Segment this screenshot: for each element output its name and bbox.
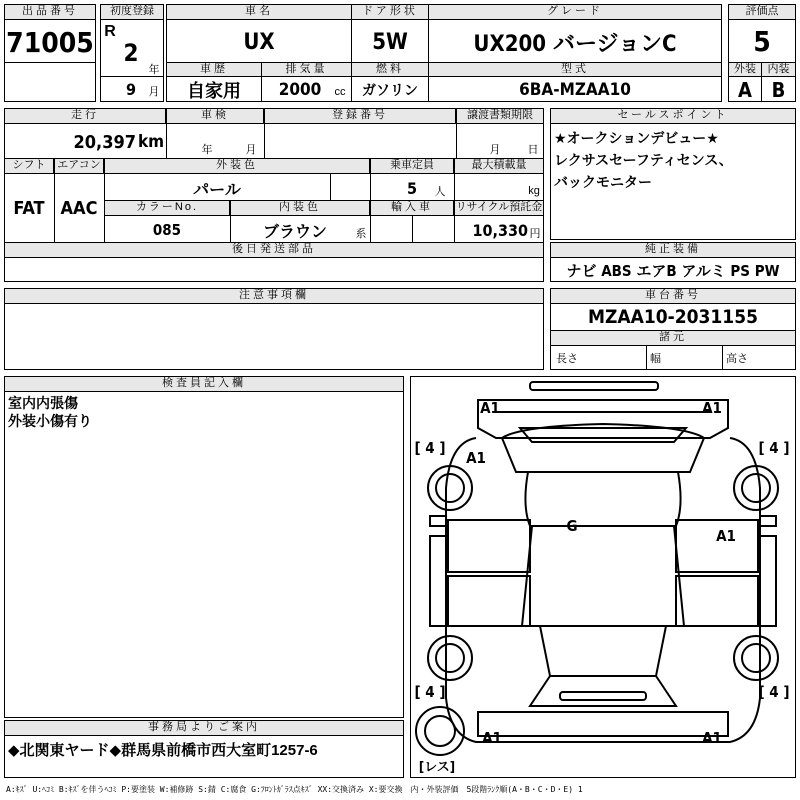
mileage-unit: km: [137, 132, 165, 152]
capacity-header: 乗車定員: [370, 158, 454, 174]
exterior-grade: A: [738, 78, 752, 102]
tire-front-left: [ 4 ]: [414, 439, 446, 457]
notes-header: 注意事項欄: [4, 288, 544, 304]
damage-mark-front-left: A1: [480, 399, 500, 417]
regno-header: 登録番号: [264, 108, 456, 124]
capacity: 5: [406, 178, 417, 198]
sales-line-3: バックモニター: [554, 174, 652, 190]
mileage-header: 走行: [4, 108, 166, 124]
length-label: 長さ: [556, 353, 578, 365]
shift-header: シフト: [4, 158, 54, 174]
capacity-unit: 人: [434, 186, 446, 198]
colorno: 085: [152, 221, 182, 239]
displacement: 2000: [278, 80, 322, 100]
sales-line-2: レクサスセーフティセンス、: [554, 152, 733, 168]
aircon: AAC: [60, 197, 98, 219]
damage-mark-right-door: A1: [716, 527, 736, 545]
tire-front-right: [ 4 ]: [758, 439, 790, 457]
car-name: UX: [243, 29, 275, 55]
sales-points-header: セールスポイント: [550, 108, 796, 124]
colorno-header: カラーNo.: [104, 200, 230, 216]
intcolor: ブラウン: [262, 221, 327, 241]
exterior-header: 外装: [728, 62, 762, 77]
damage-mark-rear-right: A1: [702, 729, 722, 747]
reg-year-unit: 年: [148, 64, 160, 76]
grade: UX200 バージョンC: [473, 31, 677, 57]
color: パール: [193, 179, 241, 199]
import-header: 輸入車: [370, 200, 454, 216]
height-label: 高さ: [726, 353, 748, 365]
recycle-fee: 10,330: [472, 220, 528, 240]
sales-line-1: ★オークションデビュー★: [554, 130, 719, 146]
door-header: ドア形状: [351, 4, 429, 20]
office-text: ◆北関東ヤード◆群馬県前橋市西大室町1257-6: [8, 741, 318, 759]
car-diagram: [410, 376, 796, 778]
reg-year: 2: [123, 39, 139, 67]
reg-month: 9: [125, 79, 136, 99]
grade-header: グレード: [428, 4, 722, 20]
fuel-header: 燃料: [351, 62, 429, 77]
era: R: [104, 23, 116, 40]
model: 6BA-MZAA10: [519, 80, 631, 100]
office-header: 事務局よりご案内: [4, 720, 404, 736]
equipment: ナビ ABS エアB アルミ PS PW: [566, 261, 780, 280]
transfer-header: 譲渡書類期限: [456, 108, 544, 124]
recycle-unit: 円: [529, 228, 541, 240]
car-name-header: 車名: [166, 4, 352, 20]
maxload-header: 最大積載量: [454, 158, 544, 174]
reg-month-unit: 月: [148, 86, 160, 98]
equipment-header: 純正装備: [550, 242, 796, 258]
transfer-month-unit: 月: [489, 144, 501, 156]
shift: FAT: [13, 197, 45, 219]
fuel: ガソリン: [362, 83, 418, 99]
history: 自家用: [187, 81, 241, 102]
intcolor-unit: 系: [355, 228, 367, 240]
inspection-header: 車検: [166, 108, 264, 124]
score: 5: [753, 24, 771, 58]
later-parts-header: 後日発送部品: [4, 242, 544, 258]
displacement-unit: cc: [334, 86, 346, 98]
lot-number: 71005: [6, 25, 94, 59]
color-header: 外装色: [104, 158, 370, 174]
displacement-header: 排気量: [261, 62, 352, 77]
score-header: 評価点: [728, 4, 796, 20]
legend: A:ｷｽﾞ U:ﾍｺﾐ B:ｷｽﾞを伴うﾍｺﾐ P:要塗装 W:補修跡 S:錆 C:腐食 G:ﾌﾛﾝﾄｶﾞﾗｽ点ｷｽﾞ XX:交換済み X:要交換 内・外装評価 5段階ﾗﾝｸ順(A・B・C・D・E) 1: [6, 784, 583, 794]
dims-header: 諸元: [550, 330, 796, 346]
mileage: 20,397: [73, 131, 136, 153]
chassis-header: 車台番号: [550, 288, 796, 304]
first-registration-header: 初度登録: [100, 4, 164, 20]
maxload-unit: kg: [528, 185, 540, 197]
intcolor-header: 内装色: [230, 200, 370, 216]
transfer-day-unit: 日: [527, 144, 539, 156]
chassis-number: MZAA10-2031155: [587, 306, 758, 328]
width-label: 幅: [650, 353, 661, 365]
damage-mark-rear-left: A1: [482, 729, 502, 747]
lot-number-header: 出品番号: [4, 4, 96, 20]
history-header: 車歴: [166, 62, 262, 77]
inspector-header: 検査員記入欄: [4, 376, 404, 392]
interior-grade: B: [771, 78, 786, 102]
interior-header: 内装: [761, 62, 796, 77]
recycle-header: リサイクル預託金: [454, 200, 544, 216]
damage-mark-front-right: A1: [702, 399, 722, 417]
inspector-line-1: 室内内張傷: [8, 395, 78, 411]
aircon-header: エアコン: [54, 158, 104, 174]
tire-rear-left: [ 4 ]: [414, 683, 446, 701]
damage-mark-left-fender: A1: [466, 449, 486, 467]
door-type: 5W: [372, 29, 408, 55]
inspection-month-unit: 月: [245, 144, 257, 156]
tire-rear-right: [ 4 ]: [758, 683, 790, 701]
spare-tire-label: [レス]: [418, 759, 456, 775]
inspector-line-2: 外装小傷有り: [8, 413, 92, 429]
inspection-year-unit: 年: [201, 144, 213, 156]
damage-mark-windshield: G: [566, 517, 578, 535]
model-header: 型式: [428, 62, 722, 77]
